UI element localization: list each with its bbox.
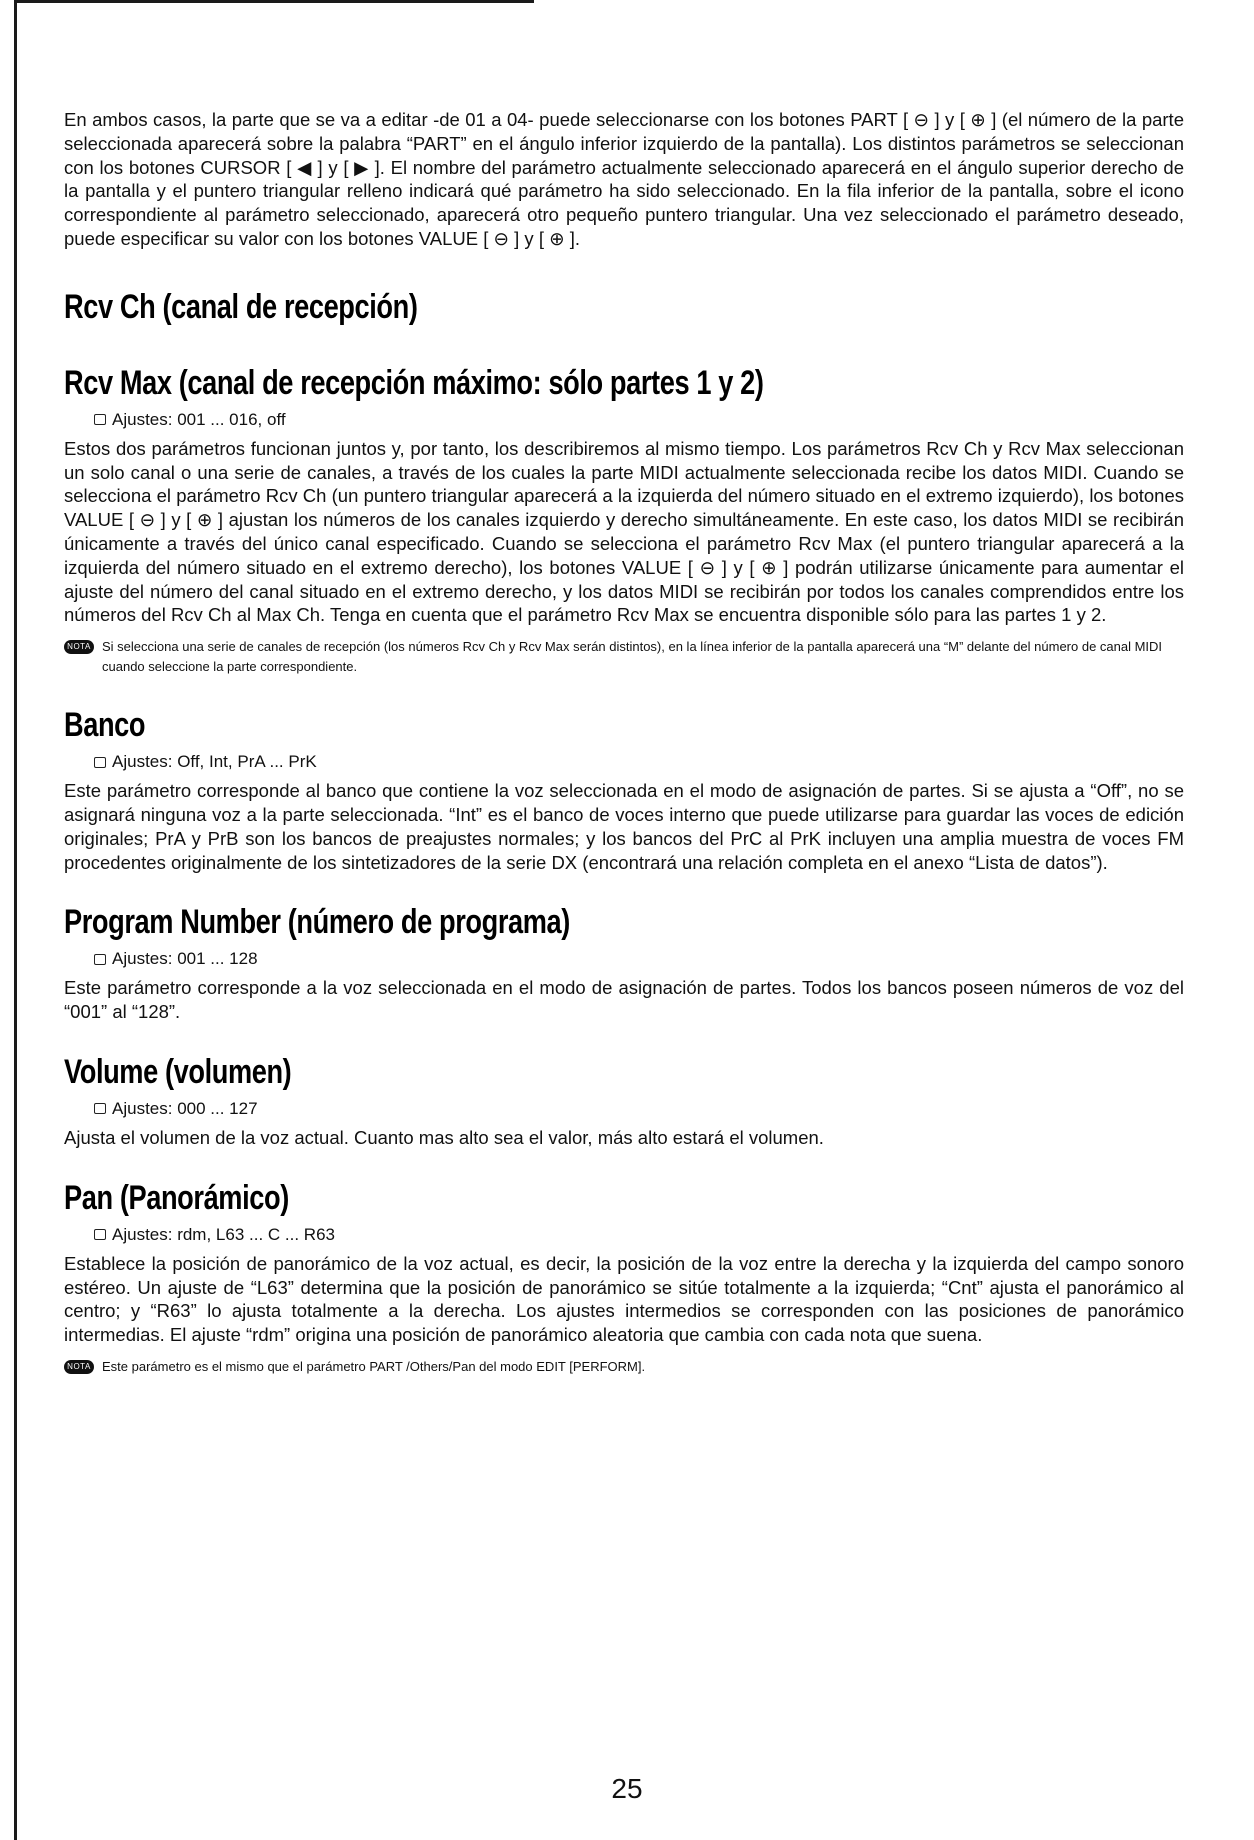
- note-pan: [64, 1357, 1184, 1377]
- settings-rcv: [94, 409, 1184, 431]
- heading-program-number: Program Number (número de programa): [64, 903, 570, 942]
- settings-rcv-text: Ajustes: 001 ... 016, off: [112, 409, 286, 429]
- rcv-body: Estos dos parámetros funcionan juntos y, por tanto, los describiremos al mismo tiempo. Los parámetros Rcv Ch y Rcv Max seleccionan un solo canal o una serie de canales, a través de los cuales la parte MIDI actualmente seleccionada recibe los datos MIDI. Cuando se selecciona el parámetro Rcv Ch (un puntero triangular aparecerá a la izquierda del número situado en el extremo izquierdo), los botones VALUE [ ⊖ ] y [ ⊕ ] ajustan los números de los canales izquierdo y derecho simultáneamente. En este caso, los datos MIDI se recibirán únicamente a través del único canal especificado. Cuando se selecciona el parámetro Rcv Max (el puntero triangular aparecerá a la izquierda del número situado en el extremo derecho), los botones VALUE [ ⊖ ] y [ ⊕ ] podrán utilizarse únicamente para aumentar el ajuste del número del canal situado en el extremo derecho, y los datos MIDI se recibirán por todos los canales comprendidos entre los números del Rcv Ch al Max Ch. Tenga en cuenta que el parámetro Rcv Max se encuentra disponible sólo para las partes 1 y 2.: [64, 437, 1184, 626]
- checkbox-icon: [94, 414, 106, 425]
- program-body: Este parámetro corresponde a la voz seleccionada en el modo de asignación de partes. Todos los bancos poseen números de voz del “001” al “128”.: [64, 977, 1184, 1023]
- note-badge-icon: NOTA: [64, 1360, 94, 1374]
- heading-volume: Volume (volumen): [64, 1052, 292, 1091]
- note-rcv-text: Si selecciona una serie de canales de recepción (los números Rcv Ch y Rcv Max serán distintos), en la línea inferior de la pantalla aparecerá una “M” delante del número de canal MIDI cuando seleccione la parte correspondiente.: [102, 639, 1163, 675]
- heading-rcv-max: Rcv Max (canal de recepción máximo: sólo partes 1 y 2): [64, 363, 764, 402]
- volume-body: Ajusta el volumen de la voz actual. Cuanto mas alto sea el valor, más alto estará el volumen.: [64, 1126, 824, 1148]
- pan-body: Establece la posición de panorámico de la voz actual, es decir, la posición de la voz entre la derecha y la izquierda del campo sonoro estéreo. Un ajuste de “L63” determina que la posición de panorámico se sitúe totalmente a la izquierda; “Cnt” ajusta el panorámico al centro; y “R63” lo ajusta totalmente a la derecha. Los ajustes intermedios se corresponden con las posiciones de panorámico intermedias. El ajuste “rdm” origina una posición de panorámico aleatoria que cambia con cada nota que suena.: [64, 1252, 1184, 1346]
- page-content: [64, 108, 1184, 1377]
- settings-program-text: Ajustes: 001 ... 128: [112, 949, 258, 969]
- note-pan-text: Este parámetro es el mismo que el parámetro PART /Others/Pan del modo EDIT [PERFORM].: [102, 1358, 646, 1374]
- settings-volume-text: Ajustes: 000 ... 127: [112, 1098, 258, 1118]
- settings-pan: [94, 1224, 1184, 1246]
- scan-border-left: [14, 0, 17, 1840]
- heading-rcv-ch: Rcv Ch (canal de recepción): [64, 287, 418, 326]
- page-number: 25: [611, 1773, 643, 1804]
- heading-pan: Pan (Panorámico): [64, 1178, 289, 1217]
- checkbox-icon: [94, 1229, 106, 1240]
- banco-body: Este parámetro corresponde al banco que contiene la voz seleccionada en el modo de asignación de partes. Si se ajusta a “Off”, no se asignará ninguna voz a la parte seleccionada. “Int” es el banco de voces interno que puede utilizarse para guardar las voces de edición originales; PrA y PrB son los bancos de preajustes normales; y los bancos del PrC al PrK incluyen una amplia muestra de voces FM procedentes originalmente de los sintetizadores de la serie DX (encontrará una relación completa en el anexo “Lista de datos”).: [64, 780, 1184, 873]
- settings-volume: [94, 1098, 1184, 1120]
- scan-border-top: [14, 0, 534, 3]
- heading-banco: Banco: [64, 706, 146, 745]
- checkbox-icon: [94, 1103, 106, 1114]
- checkbox-icon: [94, 954, 106, 965]
- settings-pan-text: Ajustes: rdm, L63 ... C ... R63: [112, 1224, 335, 1244]
- note-rcv: [64, 637, 1184, 677]
- settings-banco-text: Ajustes: Off, Int, PrA ... PrK: [112, 752, 317, 772]
- settings-banco: [94, 751, 1184, 773]
- intro-paragraph: En ambos casos, la parte que se va a editar -de 01 a 04- puede seleccionarse con los botones PART [ ⊖ ] y [ ⊕ ] (el número de la parte seleccionada aparecerá sobre la palabra “PART” en el ángulo inferior izquierdo de la pantalla). Los distintos parámetros se seleccionan con los botones CURSOR [ ◀ ] y [ ▶ ]. El nombre del parámetro actualmente seleccionado aparecerá en el ángulo superior derecho de la pantalla y el puntero triangular relleno indicará qué parámetro ha sido seleccionado. En la fila inferior de la pantalla, sobre el icono correspondiente al parámetro seleccionado, aparecerá otro pequeño puntero triangular. Una vez seleccionado el parámetro deseado, puede especificar su valor con los botones VALUE [ ⊖ ] y [ ⊕ ].: [64, 109, 1184, 249]
- checkbox-icon: [94, 757, 106, 768]
- note-badge-icon: NOTA: [64, 640, 94, 654]
- settings-program: [94, 948, 1184, 970]
